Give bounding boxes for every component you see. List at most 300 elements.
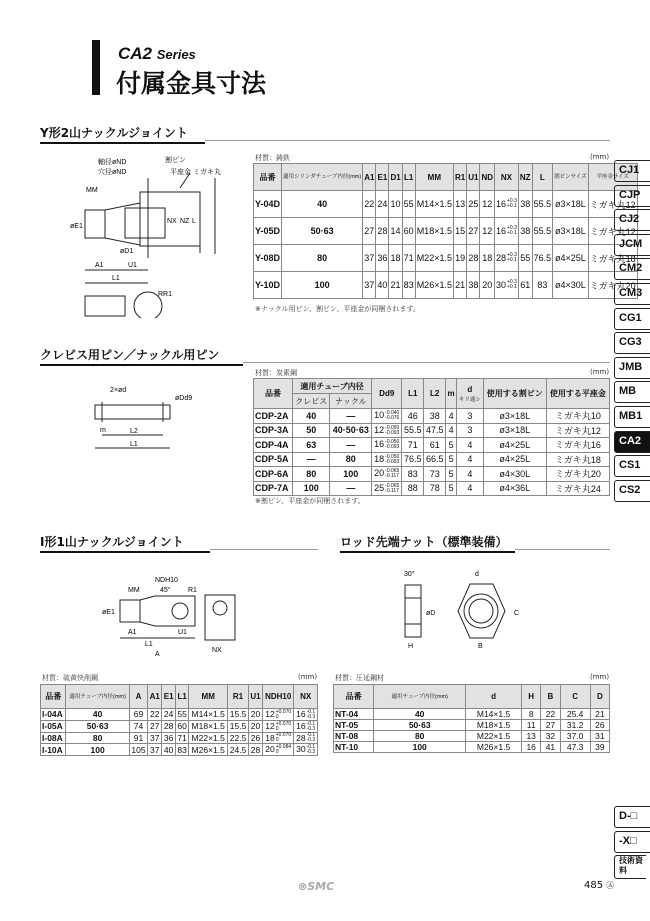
table-cell: Y-05D — [254, 218, 282, 245]
table-cell: 22 — [541, 709, 560, 720]
table-cell: M18×1.5 — [415, 218, 453, 245]
divider — [210, 549, 318, 550]
table-cell: 5 — [446, 467, 457, 482]
label-washer: 平座金 ミガキ丸 — [170, 169, 221, 176]
tolerance-cell — [263, 732, 294, 744]
page-mark: Ⓐ — [606, 881, 615, 890]
tolerance-cell — [372, 409, 402, 424]
table-cell: M22×1.5 — [466, 731, 522, 742]
column-header: NX — [294, 685, 318, 709]
table-cell: 14 — [389, 218, 402, 245]
table-cell: 55 — [518, 245, 532, 272]
material-label: 材質：圧延鋼材 — [335, 674, 384, 682]
lower: +0.1 — [507, 257, 517, 264]
series-title — [118, 44, 196, 64]
label-d: d — [475, 571, 479, 578]
side-tab-cm3[interactable]: CM3 — [614, 283, 650, 305]
label-r1: R1 — [188, 587, 197, 594]
table-cell: 47.5 — [424, 423, 446, 438]
upper: -0.065 — [385, 468, 400, 475]
table-cell: 50·63 — [66, 720, 129, 732]
tolerance-cell — [372, 423, 402, 438]
upper: -0.040 — [385, 410, 400, 417]
table-cell: 100 — [66, 744, 129, 756]
column-header: 品番 — [334, 685, 374, 709]
table-row — [254, 467, 610, 482]
column-header: 品番 — [41, 685, 66, 709]
table-cell: 38 — [518, 218, 532, 245]
table-cell: 38 — [518, 191, 532, 218]
label-d: 2×ød — [110, 387, 127, 394]
value: 28 — [296, 732, 306, 743]
logo-text: SMC — [307, 880, 335, 893]
table-cell: M22×1.5 — [189, 732, 228, 744]
section-title-clevis-pin: クレビス用ピン／ナックル用ピン — [40, 346, 243, 366]
table-cell: 100 — [293, 481, 330, 496]
tolerance — [307, 745, 316, 755]
upper: +0.070 — [275, 720, 292, 727]
table-cell: 36 — [162, 732, 176, 744]
material-label: 材質：硫黄快削鋼 — [42, 674, 98, 682]
table-cell: 83 — [177, 744, 187, 755]
table-row — [41, 720, 318, 732]
table-cell: 27 — [541, 720, 560, 731]
table-row — [41, 744, 318, 756]
value: 16 — [496, 225, 507, 236]
table-cell: I-10A — [41, 744, 66, 756]
label-l: L — [192, 218, 196, 225]
table-cell: 24 — [376, 191, 389, 218]
table-cell: 61 — [424, 438, 446, 453]
column-header: m — [446, 379, 457, 409]
value: 30 — [496, 279, 507, 290]
table-cell: — — [293, 452, 330, 467]
value: 12 — [265, 709, 275, 719]
i-knuckle-table — [40, 684, 318, 756]
table-cell: 36 — [376, 245, 389, 272]
table-cell: ø4×25L — [483, 438, 546, 453]
tolerance-cell — [294, 744, 318, 756]
tolerance-cell — [495, 245, 519, 272]
column-header: Dd9 — [372, 379, 402, 409]
column-header: R1 — [453, 164, 466, 191]
table-cell: 31.2 — [560, 720, 590, 731]
table-row — [254, 481, 610, 496]
label-e1: øE1 — [102, 609, 115, 616]
table-cell: 50·63 — [374, 720, 466, 731]
column-header: 適用チューブ内径 — [293, 379, 372, 394]
label-l1: L1 — [145, 641, 153, 648]
table-cell: 73 — [424, 467, 446, 482]
table-cell: M26×1.5 — [189, 744, 228, 756]
side-tab-ca2[interactable]: CA2 — [614, 431, 650, 453]
table-cell: 105 — [129, 744, 147, 756]
side-tab-mb1[interactable]: MB1 — [614, 406, 650, 428]
upper: +0.3 — [507, 198, 517, 205]
table-cell: CDP-2A — [254, 409, 293, 424]
lower: -0.3 — [306, 737, 316, 744]
table-cell: 4 — [457, 481, 484, 496]
tolerance-cell — [294, 720, 318, 732]
column-header: C — [560, 685, 590, 709]
page-number — [584, 880, 614, 891]
column-header: B — [541, 685, 560, 709]
table-row — [254, 409, 610, 424]
table-cell: 21 — [389, 272, 402, 299]
table-cell: 46 — [402, 409, 424, 424]
clevis-pin-diagram — [80, 380, 210, 470]
tolerance-cell — [372, 467, 402, 482]
table-row — [334, 709, 610, 720]
table-cell: 27 — [467, 218, 480, 245]
tolerance-cell — [263, 720, 294, 732]
table-cell: 21 — [590, 709, 609, 720]
value: 16 — [296, 720, 306, 731]
side-tab-cm2[interactable]: CM2 — [614, 258, 650, 280]
side-tab-cj1[interactable]: CJ1 — [614, 160, 650, 182]
table-cell: 19 — [453, 245, 466, 272]
table-cell: ø3×18L — [553, 191, 589, 218]
table-cell: 40 — [66, 709, 129, 721]
column-header: 適用チューブ内径(mm) — [66, 685, 129, 709]
tolerance — [385, 426, 399, 436]
table-cell: 18 — [389, 245, 402, 272]
column-header: NZ — [518, 164, 532, 191]
table-cell: 21 — [453, 272, 466, 299]
value: 10 — [374, 410, 385, 421]
table-cell: 8 — [522, 709, 541, 720]
table-cell: 28 — [248, 744, 262, 756]
table-cell: M14×1.5 — [189, 709, 228, 721]
value: 18 — [265, 732, 275, 743]
column-header: ND — [480, 164, 495, 191]
label-angle: 45° — [160, 587, 171, 594]
side-tab-cj2[interactable]: CJ2 — [614, 209, 650, 231]
table-cell: 4 — [446, 409, 457, 424]
label-nx: NX — [167, 218, 177, 225]
table-cell: Y-08D — [254, 245, 282, 272]
table-cell: 22 — [363, 191, 376, 218]
upper: +0.070 — [275, 732, 292, 739]
table-cell: ミガキ丸18 — [588, 245, 637, 272]
table-cell: 63 — [293, 438, 330, 453]
page-title: 付属金具寸法 — [116, 69, 267, 98]
column-header: 使用する平座金 — [546, 379, 609, 409]
table-cell: 13 — [522, 731, 541, 742]
table-cell: ø3×18L — [553, 218, 589, 245]
table-cell: 76.5 — [532, 245, 553, 272]
table-cell: 83 — [402, 467, 424, 482]
side-tab-cg1[interactable]: CG1 — [614, 308, 650, 330]
lower: -0.3 — [306, 749, 316, 755]
table-row — [254, 218, 638, 245]
label-m: m — [100, 427, 106, 434]
side-tab-jcm[interactable]: JCM — [614, 234, 650, 256]
table-cell: 47.3 — [560, 742, 590, 753]
table-cell: 74 — [129, 720, 147, 732]
upper: -0.1 — [306, 732, 316, 739]
column-header: ナックル — [330, 394, 372, 409]
table-cell: 40 — [293, 409, 330, 424]
table-cell: 60 — [402, 218, 415, 245]
side-tab-mb[interactable]: MB — [614, 381, 650, 403]
table-cell: 38 — [467, 272, 480, 299]
table-row — [254, 191, 638, 218]
table-cell: CDP-6A — [254, 467, 293, 482]
table-cell: 80 — [66, 732, 129, 744]
lower: -0.093 — [385, 458, 400, 465]
clevis-pin-table — [253, 378, 610, 496]
table-cell: 16 — [522, 742, 541, 753]
column-header: L1 — [402, 164, 415, 191]
side-tab-cs2[interactable]: CS2 — [614, 480, 650, 502]
lower: +0.1 — [507, 284, 517, 291]
table-cell: M26×1.5 — [415, 272, 453, 299]
lower: 0 — [275, 713, 279, 720]
table-cell: 55 — [177, 709, 187, 720]
table-cell: ø4×30L — [483, 467, 546, 482]
table-cell: 83 — [402, 272, 415, 299]
label-split-pin: 割ピン — [165, 157, 186, 164]
value: 20 — [265, 744, 275, 755]
title-bar — [92, 40, 100, 95]
value: 12 — [374, 424, 385, 435]
column-header: A — [129, 685, 147, 709]
tolerance-cell — [294, 732, 318, 744]
column-header — [457, 379, 484, 409]
section-title-i-knuckle: I形1山ナックルジョイント — [40, 533, 210, 553]
table-cell: 28 — [467, 245, 480, 272]
table-cell: 80 — [330, 452, 372, 467]
tolerance — [507, 253, 517, 263]
table-row — [254, 423, 610, 438]
table-cell: 32 — [541, 731, 560, 742]
lower: -0.3 — [306, 725, 316, 732]
table-cell: 20 — [248, 709, 262, 721]
column-header: 割ピンサイズ — [553, 164, 589, 191]
table-cell: ø3×18L — [483, 423, 546, 438]
unit-label: (mm) — [590, 673, 610, 681]
label-l2: L2 — [130, 428, 138, 435]
table-cell: 5 — [446, 452, 457, 467]
upper: -0.050 — [385, 439, 400, 446]
table-cell: 5 — [446, 481, 457, 496]
table-cell: ø4×36L — [483, 481, 546, 496]
table-cell: 20 — [248, 720, 262, 732]
table-cell: 37.0 — [560, 731, 590, 742]
table-cell: 100 — [374, 742, 466, 753]
table-cell: 40 — [374, 709, 466, 720]
table-cell: 69 — [129, 709, 147, 721]
rod-nut-diagram — [390, 560, 540, 655]
table-cell: 55.5 — [402, 423, 424, 438]
upper: -0.050 — [385, 453, 400, 460]
label-h: H — [408, 643, 414, 650]
value: 18 — [374, 453, 385, 464]
y-knuckle-table — [253, 163, 638, 299]
table-cell: ミガキ丸24 — [546, 481, 609, 496]
tolerance-cell — [495, 191, 519, 218]
table-row — [254, 272, 638, 299]
upper: +0.3 — [507, 252, 517, 259]
table-cell: 27 — [363, 218, 376, 245]
table-cell: 22 — [148, 709, 162, 721]
tolerance — [276, 722, 291, 732]
label-a: A — [155, 651, 160, 658]
smc-logo: ⊗SMC — [298, 880, 335, 893]
unit-label: (mm) — [298, 673, 318, 681]
header-row — [334, 685, 610, 709]
column-header: 平座金サイズ — [588, 164, 637, 191]
label-shaft: 軸径øND — [98, 159, 127, 166]
table-cell: 3 — [457, 409, 484, 424]
value: 20 — [374, 468, 385, 479]
table-cell: 50·63 — [282, 218, 363, 245]
page-num: 485 — [584, 880, 604, 891]
tolerance — [507, 226, 517, 236]
rod-nut-table — [333, 684, 610, 753]
table-cell: 55.5 — [532, 218, 553, 245]
table-cell: Y-10D — [254, 272, 282, 299]
table-cell: 25 — [467, 191, 480, 218]
tolerance — [385, 411, 399, 421]
label-mm: MM — [86, 187, 98, 194]
side-tab-jmb[interactable]: JMB — [614, 357, 650, 379]
table-cell: 61 — [518, 272, 532, 299]
table-cell: 18 — [480, 245, 495, 272]
column-header: A1 — [363, 164, 376, 191]
tab-x[interactable]: -X□ — [614, 831, 650, 853]
table-cell: 78 — [424, 481, 446, 496]
label-hole: 穴径øND — [98, 169, 127, 176]
label-dd: øD — [426, 610, 436, 617]
table-row — [41, 709, 318, 721]
label-a1: A1 — [95, 262, 104, 269]
table-cell: 91 — [129, 732, 147, 744]
table-cell: 83 — [532, 272, 553, 299]
side-tab-cjp[interactable]: CJP — [614, 185, 650, 207]
column-header: L — [532, 164, 553, 191]
table-cell: M18×1.5 — [189, 720, 228, 732]
column-header: 品番 — [254, 379, 293, 409]
unit-label: (mm) — [590, 368, 610, 376]
column-header: U1 — [248, 685, 262, 709]
upper: +0.3 — [507, 279, 517, 286]
table-cell: 24 — [162, 709, 176, 721]
divider — [205, 140, 610, 141]
label-e1: øE1 — [70, 223, 83, 230]
table-row — [254, 245, 638, 272]
table-cell: 40 — [162, 744, 176, 756]
table-cell: 10 — [389, 191, 402, 218]
column-header: クレビス — [293, 394, 330, 409]
table-cell: Y-04D — [254, 191, 282, 218]
tolerance — [276, 745, 291, 755]
value: 28 — [496, 252, 507, 263]
tolerance-cell — [372, 452, 402, 467]
lower: -0.093 — [385, 444, 400, 451]
tab-tech-data[interactable]: 技術資料 — [614, 855, 646, 879]
column-header: H — [522, 685, 541, 709]
table-cell: 15 — [453, 218, 466, 245]
table-cell: CDP-3A — [254, 423, 293, 438]
tab-d[interactable]: D-□ — [614, 806, 650, 828]
table-cell: ミガキ丸12 — [588, 218, 637, 245]
side-tab-cg3[interactable]: CG3 — [614, 332, 650, 354]
table-row — [41, 732, 318, 744]
divider — [243, 362, 610, 363]
side-tab-cs1[interactable]: CS1 — [614, 455, 650, 477]
tolerance-cell — [263, 744, 294, 756]
tolerance-cell — [294, 709, 318, 721]
upper: -0.1 — [306, 744, 316, 750]
tolerance — [507, 280, 517, 290]
tolerance-cell — [495, 272, 519, 299]
table-cell: 22.5 — [228, 732, 249, 744]
column-header: 適用チューブ内径(mm) — [374, 685, 466, 709]
table-cell: NT-08 — [334, 731, 374, 742]
series-suffix: Series — [156, 47, 196, 62]
table-cell: 4 — [457, 467, 484, 482]
column-header: NDH10 — [263, 685, 294, 709]
table-cell: NT-10 — [334, 742, 374, 753]
column-header: NX — [495, 164, 519, 191]
lower: 0 — [275, 725, 279, 732]
table-cell: ミガキ丸12 — [588, 191, 637, 218]
table-cell: 60 — [177, 721, 187, 732]
lower: -0.117 — [385, 487, 399, 494]
lower: -0.093 — [385, 429, 400, 436]
table-cell: ø4×25L — [553, 245, 589, 272]
table-cell: 39 — [590, 742, 609, 753]
table-row — [254, 438, 610, 453]
tolerance-cell — [372, 481, 402, 496]
table-cell: I-04A — [41, 709, 66, 721]
table-cell: 4 — [457, 438, 484, 453]
label-u1: U1 — [128, 262, 137, 269]
material-label: 材質：炭素鋼 — [255, 369, 297, 377]
tolerance-cell — [372, 438, 402, 453]
column-header: L1 — [402, 379, 424, 409]
table-cell: CDP-7A — [254, 481, 293, 496]
table-cell: 66.5 — [424, 452, 446, 467]
divider — [515, 549, 610, 550]
table-cell: 100 — [282, 272, 363, 299]
table-cell: ø3×18L — [483, 409, 546, 424]
header-row — [254, 164, 638, 191]
column-header: U1 — [467, 164, 480, 191]
y-knuckle-diagram — [40, 148, 250, 318]
table-cell: 28 — [162, 720, 176, 732]
table-cell: ミガキ丸16 — [546, 438, 609, 453]
table-cell: — — [330, 481, 372, 496]
table-cell: 71 — [402, 438, 424, 453]
table-cell: NT-04 — [334, 709, 374, 720]
table-cell: 71 — [177, 732, 187, 743]
table-cell: ミガキ丸18 — [546, 452, 609, 467]
table-cell: 37 — [363, 245, 376, 272]
value: 12 — [265, 720, 275, 731]
table-cell: 41 — [541, 742, 560, 753]
table-cell: 26 — [590, 720, 609, 731]
table-cell: 40 — [376, 272, 389, 299]
table-cell: 26 — [248, 732, 262, 744]
table-cell: ミガキ丸12 — [546, 423, 609, 438]
value: 16 — [296, 709, 306, 719]
table-cell: ミガキ丸20 — [588, 272, 637, 299]
table-cell: I-05A — [41, 720, 66, 732]
label-d1: øD1 — [120, 248, 134, 255]
